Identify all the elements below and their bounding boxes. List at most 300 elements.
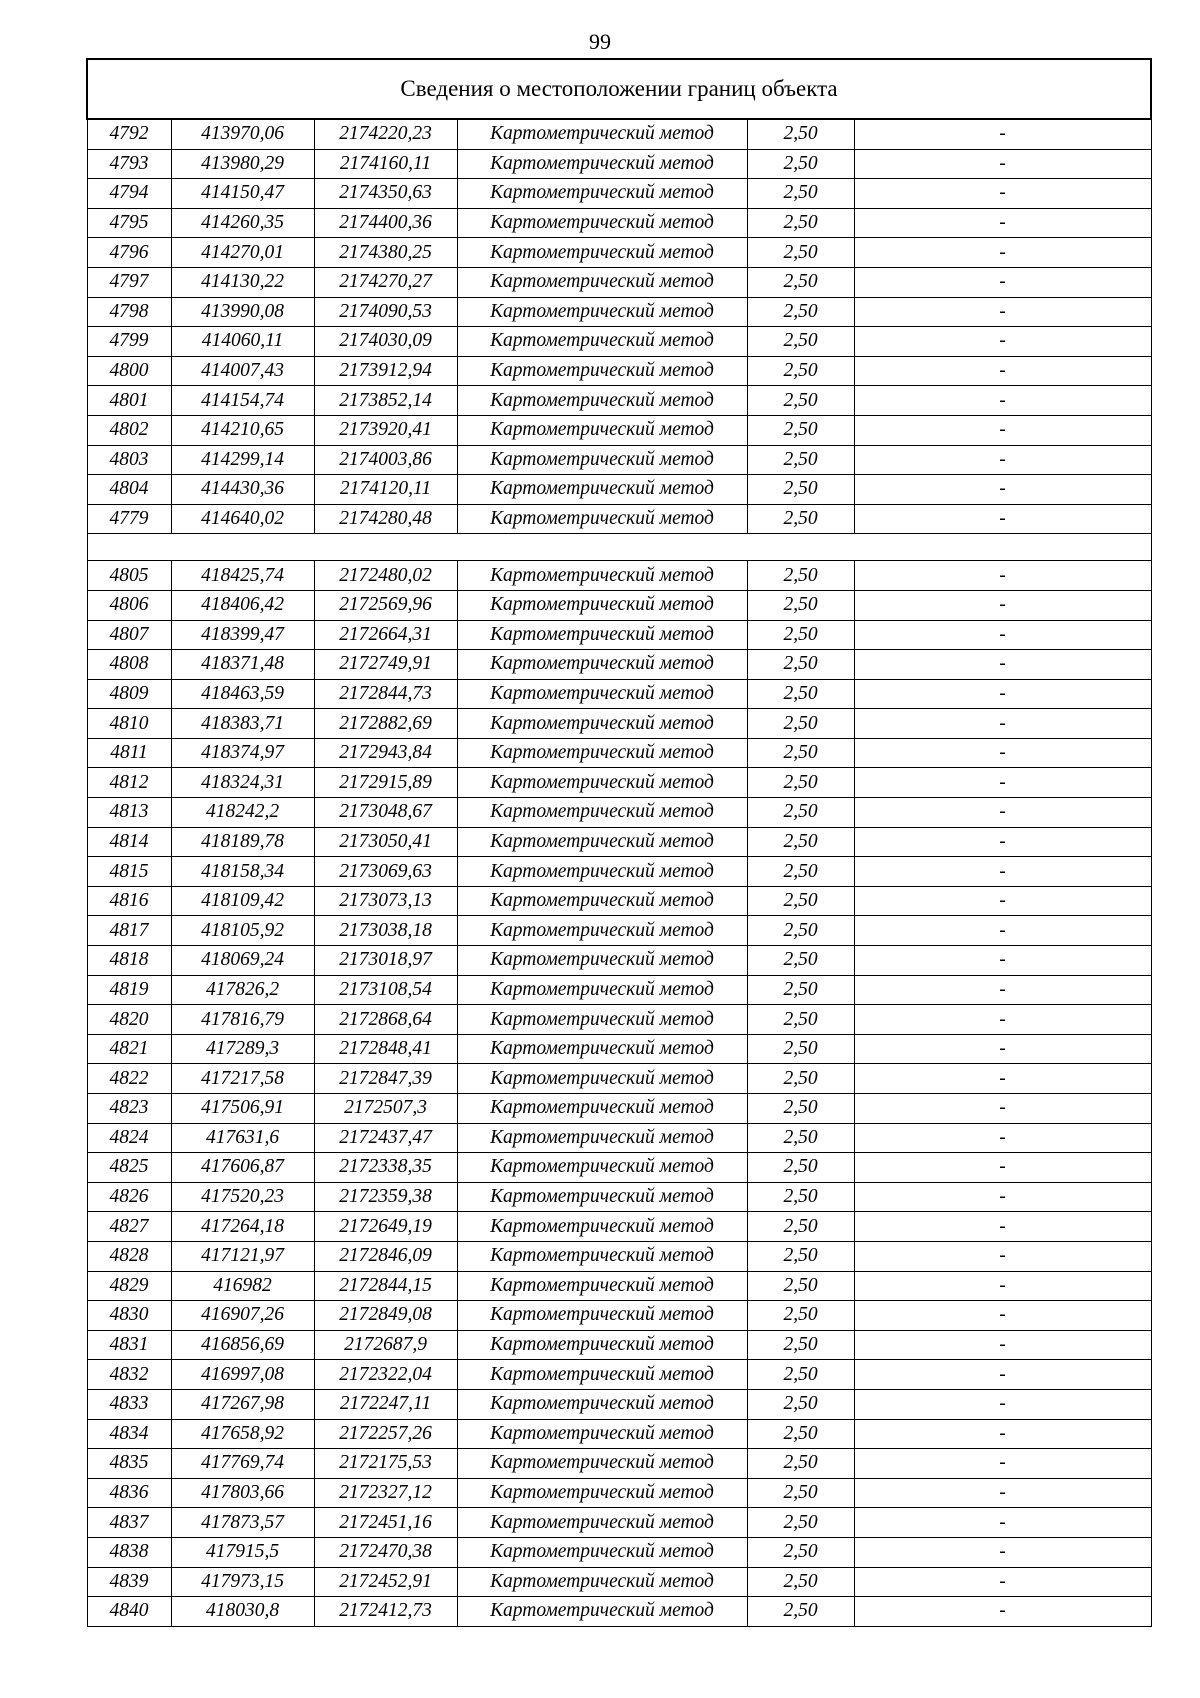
description-cell: - xyxy=(854,650,1151,680)
x-coordinate-cell: 417973,15 xyxy=(171,1567,314,1597)
description-cell: - xyxy=(854,1419,1151,1449)
accuracy-cell: 2,50 xyxy=(747,738,854,768)
y-coordinate-cell: 2172687,9 xyxy=(314,1330,457,1360)
description-cell: - xyxy=(854,149,1151,179)
table-row xyxy=(87,179,1151,209)
method-cell: Картометрический метод xyxy=(457,297,747,327)
y-coordinate-cell: 2172849,08 xyxy=(314,1301,457,1331)
accuracy-cell: 2,50 xyxy=(747,1508,854,1538)
table-row xyxy=(87,1330,1151,1360)
method-cell: Картометрический метод xyxy=(457,768,747,798)
y-coordinate-cell: 2172844,15 xyxy=(314,1271,457,1301)
x-coordinate-cell: 414154,74 xyxy=(171,386,314,416)
accuracy-cell: 2,50 xyxy=(747,620,854,650)
x-coordinate-cell: 418399,47 xyxy=(171,620,314,650)
method-cell: Картометрический метод xyxy=(457,886,747,916)
accuracy-cell: 2,50 xyxy=(747,827,854,857)
method-cell: Картометрический метод xyxy=(457,1094,747,1124)
point-number-cell: 4796 xyxy=(87,238,171,268)
table-row xyxy=(87,946,1151,976)
point-number-cell: 4794 xyxy=(87,179,171,209)
x-coordinate-cell: 417264,18 xyxy=(171,1212,314,1242)
table-row xyxy=(87,504,1151,534)
x-coordinate-cell: 417816,79 xyxy=(171,1005,314,1035)
point-number-cell: 4806 xyxy=(87,590,171,620)
y-coordinate-cell: 2172664,31 xyxy=(314,620,457,650)
x-coordinate-cell: 414210,65 xyxy=(171,415,314,445)
accuracy-cell: 2,50 xyxy=(747,916,854,946)
x-coordinate-cell: 413980,29 xyxy=(171,149,314,179)
x-coordinate-cell: 413990,08 xyxy=(171,297,314,327)
description-cell: - xyxy=(854,1212,1151,1242)
y-coordinate-cell: 2172452,91 xyxy=(314,1567,457,1597)
point-number-cell: 4779 xyxy=(87,504,171,534)
y-coordinate-cell: 2173048,67 xyxy=(314,798,457,828)
accuracy-cell: 2,50 xyxy=(747,1419,854,1449)
y-coordinate-cell: 2174030,09 xyxy=(314,327,457,357)
point-number-cell: 4820 xyxy=(87,1005,171,1035)
table-row xyxy=(87,1034,1151,1064)
method-cell: Картометрический метод xyxy=(457,1508,747,1538)
method-cell: Картометрический метод xyxy=(457,1153,747,1183)
x-coordinate-cell: 418406,42 xyxy=(171,590,314,620)
table-row xyxy=(87,1597,1151,1627)
table-row xyxy=(87,119,1151,149)
point-number-cell: 4839 xyxy=(87,1567,171,1597)
accuracy-cell: 2,50 xyxy=(747,1064,854,1094)
method-cell: Картометрический метод xyxy=(457,1123,747,1153)
method-cell: Картометрический метод xyxy=(457,179,747,209)
point-number-cell: 4817 xyxy=(87,916,171,946)
point-number-cell: 4829 xyxy=(87,1271,171,1301)
method-cell: Картометрический метод xyxy=(457,356,747,386)
point-number-cell: 4798 xyxy=(87,297,171,327)
x-coordinate-cell: 418242,2 xyxy=(171,798,314,828)
y-coordinate-cell: 2172882,69 xyxy=(314,709,457,739)
point-number-cell: 4802 xyxy=(87,415,171,445)
accuracy-cell: 2,50 xyxy=(747,149,854,179)
y-coordinate-cell: 2174120,11 xyxy=(314,475,457,505)
y-coordinate-cell: 2172848,41 xyxy=(314,1034,457,1064)
accuracy-cell: 2,50 xyxy=(747,1478,854,1508)
accuracy-cell: 2,50 xyxy=(747,1182,854,1212)
x-coordinate-cell: 417803,66 xyxy=(171,1478,314,1508)
description-cell: - xyxy=(854,916,1151,946)
point-number-cell: 4810 xyxy=(87,709,171,739)
table-row xyxy=(87,975,1151,1005)
y-coordinate-cell: 2173852,14 xyxy=(314,386,457,416)
table-row xyxy=(87,1567,1151,1597)
description-cell: - xyxy=(854,709,1151,739)
method-cell: Картометрический метод xyxy=(457,1478,747,1508)
table-row xyxy=(87,1123,1151,1153)
y-coordinate-cell: 2174350,63 xyxy=(314,179,457,209)
method-cell: Картометрический метод xyxy=(457,561,747,591)
accuracy-cell: 2,50 xyxy=(747,1094,854,1124)
x-coordinate-cell: 417631,6 xyxy=(171,1123,314,1153)
point-number-cell: 4811 xyxy=(87,738,171,768)
y-coordinate-cell: 2172338,35 xyxy=(314,1153,457,1183)
description-cell: - xyxy=(854,386,1151,416)
accuracy-cell: 2,50 xyxy=(747,679,854,709)
group-separator-row xyxy=(87,534,1151,561)
description-cell: - xyxy=(854,1449,1151,1479)
point-number-cell: 4827 xyxy=(87,1212,171,1242)
point-number-cell: 4835 xyxy=(87,1449,171,1479)
description-cell: - xyxy=(854,179,1151,209)
table-row xyxy=(87,415,1151,445)
x-coordinate-cell: 417915,5 xyxy=(171,1537,314,1567)
table-row xyxy=(87,827,1151,857)
description-cell: - xyxy=(854,679,1151,709)
y-coordinate-cell: 2174220,23 xyxy=(314,119,457,149)
point-number-cell: 4793 xyxy=(87,149,171,179)
method-cell: Картометрический метод xyxy=(457,1419,747,1449)
y-coordinate-cell: 2173018,97 xyxy=(314,946,457,976)
description-cell: - xyxy=(854,620,1151,650)
y-coordinate-cell: 2173038,18 xyxy=(314,916,457,946)
method-cell: Картометрический метод xyxy=(457,1271,747,1301)
description-cell: - xyxy=(854,768,1151,798)
table-row xyxy=(87,1449,1151,1479)
method-cell: Картометрический метод xyxy=(457,620,747,650)
group-separator-cell xyxy=(87,534,1151,561)
y-coordinate-cell: 2172451,16 xyxy=(314,1508,457,1538)
description-cell: - xyxy=(854,1271,1151,1301)
table-row xyxy=(87,798,1151,828)
x-coordinate-cell: 414130,22 xyxy=(171,267,314,297)
y-coordinate-cell: 2173073,13 xyxy=(314,886,457,916)
accuracy-cell: 2,50 xyxy=(747,1241,854,1271)
table-row xyxy=(87,208,1151,238)
y-coordinate-cell: 2172322,04 xyxy=(314,1360,457,1390)
method-cell: Картометрический метод xyxy=(457,1567,747,1597)
y-coordinate-cell: 2173069,63 xyxy=(314,857,457,887)
x-coordinate-cell: 413970,06 xyxy=(171,119,314,149)
accuracy-cell: 2,50 xyxy=(747,119,854,149)
method-cell: Картометрический метод xyxy=(457,149,747,179)
y-coordinate-cell: 2172437,47 xyxy=(314,1123,457,1153)
y-coordinate-cell: 2174160,11 xyxy=(314,149,457,179)
table-row xyxy=(87,1182,1151,1212)
table-row xyxy=(87,1419,1151,1449)
description-cell: - xyxy=(854,1508,1151,1538)
point-number-cell: 4805 xyxy=(87,561,171,591)
table-row xyxy=(87,1389,1151,1419)
y-coordinate-cell: 2172943,84 xyxy=(314,738,457,768)
accuracy-cell: 2,50 xyxy=(747,386,854,416)
accuracy-cell: 2,50 xyxy=(747,1330,854,1360)
y-coordinate-cell: 2173050,41 xyxy=(314,827,457,857)
method-cell: Картометрический метод xyxy=(457,1330,747,1360)
table-row xyxy=(87,886,1151,916)
method-cell: Картометрический метод xyxy=(457,1360,747,1390)
y-coordinate-cell: 2172569,96 xyxy=(314,590,457,620)
method-cell: Картометрический метод xyxy=(457,946,747,976)
method-cell: Картометрический метод xyxy=(457,445,747,475)
x-coordinate-cell: 418425,74 xyxy=(171,561,314,591)
y-coordinate-cell: 2172247,11 xyxy=(314,1389,457,1419)
accuracy-cell: 2,50 xyxy=(747,946,854,976)
y-coordinate-cell: 2172844,73 xyxy=(314,679,457,709)
method-cell: Картометрический метод xyxy=(457,975,747,1005)
description-cell: - xyxy=(854,1034,1151,1064)
y-coordinate-cell: 2172868,64 xyxy=(314,1005,457,1035)
x-coordinate-cell: 418374,97 xyxy=(171,738,314,768)
boundary-coordinates-table xyxy=(86,58,1152,1627)
accuracy-cell: 2,50 xyxy=(747,561,854,591)
x-coordinate-cell: 416907,26 xyxy=(171,1301,314,1331)
table-row xyxy=(87,679,1151,709)
y-coordinate-cell: 2172470,38 xyxy=(314,1537,457,1567)
y-coordinate-cell: 2174380,25 xyxy=(314,238,457,268)
accuracy-cell: 2,50 xyxy=(747,267,854,297)
description-cell: - xyxy=(854,738,1151,768)
method-cell: Картометрический метод xyxy=(457,1389,747,1419)
x-coordinate-cell: 418463,59 xyxy=(171,679,314,709)
x-coordinate-cell: 418069,24 xyxy=(171,946,314,976)
table-row xyxy=(87,590,1151,620)
description-cell: - xyxy=(854,1360,1151,1390)
accuracy-cell: 2,50 xyxy=(747,356,854,386)
point-number-cell: 4809 xyxy=(87,679,171,709)
description-cell: - xyxy=(854,356,1151,386)
accuracy-cell: 2,50 xyxy=(747,1034,854,1064)
y-coordinate-cell: 2172749,91 xyxy=(314,650,457,680)
method-cell: Картометрический метод xyxy=(457,590,747,620)
accuracy-cell: 2,50 xyxy=(747,590,854,620)
point-number-cell: 4803 xyxy=(87,445,171,475)
description-cell: - xyxy=(854,327,1151,357)
method-cell: Картометрический метод xyxy=(457,1064,747,1094)
table-title: Сведения о местоположении границ объекта xyxy=(87,59,1151,119)
y-coordinate-cell: 2172327,12 xyxy=(314,1478,457,1508)
y-coordinate-cell: 2174090,53 xyxy=(314,297,457,327)
method-cell: Картометрический метод xyxy=(457,738,747,768)
description-cell: - xyxy=(854,1301,1151,1331)
x-coordinate-cell: 418105,92 xyxy=(171,916,314,946)
point-number-cell: 4807 xyxy=(87,620,171,650)
point-number-cell: 4808 xyxy=(87,650,171,680)
point-number-cell: 4837 xyxy=(87,1508,171,1538)
method-cell: Картометрический метод xyxy=(457,827,747,857)
point-number-cell: 4797 xyxy=(87,267,171,297)
method-cell: Картометрический метод xyxy=(457,709,747,739)
accuracy-cell: 2,50 xyxy=(747,297,854,327)
x-coordinate-cell: 418189,78 xyxy=(171,827,314,857)
table-row xyxy=(87,620,1151,650)
method-cell: Картометрический метод xyxy=(457,238,747,268)
point-number-cell: 4814 xyxy=(87,827,171,857)
accuracy-cell: 2,50 xyxy=(747,475,854,505)
point-number-cell: 4804 xyxy=(87,475,171,505)
point-number-cell: 4816 xyxy=(87,886,171,916)
x-coordinate-cell: 414007,43 xyxy=(171,356,314,386)
x-coordinate-cell: 417289,3 xyxy=(171,1034,314,1064)
y-coordinate-cell: 2174400,36 xyxy=(314,208,457,238)
accuracy-cell: 2,50 xyxy=(747,208,854,238)
x-coordinate-cell: 417267,98 xyxy=(171,1389,314,1419)
accuracy-cell: 2,50 xyxy=(747,327,854,357)
point-number-cell: 4815 xyxy=(87,857,171,887)
y-coordinate-cell: 2172257,26 xyxy=(314,1419,457,1449)
description-cell: - xyxy=(854,1597,1151,1627)
point-number-cell: 4840 xyxy=(87,1597,171,1627)
point-number-cell: 4799 xyxy=(87,327,171,357)
description-cell: - xyxy=(854,827,1151,857)
description-cell: - xyxy=(854,415,1151,445)
description-cell: - xyxy=(854,1123,1151,1153)
method-cell: Картометрический метод xyxy=(457,208,747,238)
table-title-row xyxy=(87,59,1151,119)
y-coordinate-cell: 2173108,54 xyxy=(314,975,457,1005)
description-cell: - xyxy=(854,1241,1151,1271)
accuracy-cell: 2,50 xyxy=(747,1005,854,1035)
method-cell: Картометрический метод xyxy=(457,475,747,505)
x-coordinate-cell: 417217,58 xyxy=(171,1064,314,1094)
accuracy-cell: 2,50 xyxy=(747,886,854,916)
method-cell: Картометрический метод xyxy=(457,1597,747,1627)
x-coordinate-cell: 417606,87 xyxy=(171,1153,314,1183)
y-coordinate-cell: 2174003,86 xyxy=(314,445,457,475)
point-number-cell: 4836 xyxy=(87,1478,171,1508)
table-row xyxy=(87,1064,1151,1094)
description-cell: - xyxy=(854,1153,1151,1183)
y-coordinate-cell: 2172915,89 xyxy=(314,768,457,798)
point-number-cell: 4818 xyxy=(87,946,171,976)
description-cell: - xyxy=(854,1094,1151,1124)
method-cell: Картометрический метод xyxy=(457,1449,747,1479)
y-coordinate-cell: 2172359,38 xyxy=(314,1182,457,1212)
y-coordinate-cell: 2172847,39 xyxy=(314,1064,457,1094)
x-coordinate-cell: 418030,8 xyxy=(171,1597,314,1627)
table-row xyxy=(87,386,1151,416)
table-row xyxy=(87,768,1151,798)
x-coordinate-cell: 418109,42 xyxy=(171,886,314,916)
description-cell: - xyxy=(854,1182,1151,1212)
table-row xyxy=(87,327,1151,357)
accuracy-cell: 2,50 xyxy=(747,1567,854,1597)
accuracy-cell: 2,50 xyxy=(747,709,854,739)
method-cell: Картометрический метод xyxy=(457,1005,747,1035)
x-coordinate-cell: 416997,08 xyxy=(171,1360,314,1390)
description-cell: - xyxy=(854,857,1151,887)
point-number-cell: 4801 xyxy=(87,386,171,416)
point-number-cell: 4828 xyxy=(87,1241,171,1271)
point-number-cell: 4832 xyxy=(87,1360,171,1390)
description-cell: - xyxy=(854,119,1151,149)
table-row xyxy=(87,1537,1151,1567)
accuracy-cell: 2,50 xyxy=(747,415,854,445)
table-row xyxy=(87,1271,1151,1301)
accuracy-cell: 2,50 xyxy=(747,1271,854,1301)
method-cell: Картометрический метод xyxy=(457,119,747,149)
accuracy-cell: 2,50 xyxy=(747,1389,854,1419)
y-coordinate-cell: 2172507,3 xyxy=(314,1094,457,1124)
point-number-cell: 4824 xyxy=(87,1123,171,1153)
x-coordinate-cell: 417658,92 xyxy=(171,1419,314,1449)
description-cell: - xyxy=(854,886,1151,916)
description-cell: - xyxy=(854,590,1151,620)
method-cell: Картометрический метод xyxy=(457,650,747,680)
description-cell: - xyxy=(854,1537,1151,1567)
table-row xyxy=(87,857,1151,887)
description-cell: - xyxy=(854,297,1151,327)
x-coordinate-cell: 414430,36 xyxy=(171,475,314,505)
method-cell: Картометрический метод xyxy=(457,1241,747,1271)
method-cell: Картометрический метод xyxy=(457,1034,747,1064)
accuracy-cell: 2,50 xyxy=(747,179,854,209)
point-number-cell: 4833 xyxy=(87,1389,171,1419)
description-cell: - xyxy=(854,1330,1151,1360)
table-row xyxy=(87,1153,1151,1183)
table-row xyxy=(87,475,1151,505)
point-number-cell: 4825 xyxy=(87,1153,171,1183)
method-cell: Картометрический метод xyxy=(457,1182,747,1212)
table-row xyxy=(87,1241,1151,1271)
table-row xyxy=(87,297,1151,327)
method-cell: Картометрический метод xyxy=(457,857,747,887)
table-row xyxy=(87,1005,1151,1035)
x-coordinate-cell: 418371,48 xyxy=(171,650,314,680)
x-coordinate-cell: 414060,11 xyxy=(171,327,314,357)
x-coordinate-cell: 418383,71 xyxy=(171,709,314,739)
point-number-cell: 4812 xyxy=(87,768,171,798)
x-coordinate-cell: 417873,57 xyxy=(171,1508,314,1538)
table-row xyxy=(87,1360,1151,1390)
table-row xyxy=(87,1301,1151,1331)
description-cell: - xyxy=(854,208,1151,238)
description-cell: - xyxy=(854,1567,1151,1597)
table-row xyxy=(87,916,1151,946)
accuracy-cell: 2,50 xyxy=(747,504,854,534)
point-number-cell: 4834 xyxy=(87,1419,171,1449)
description-cell: - xyxy=(854,1064,1151,1094)
accuracy-cell: 2,50 xyxy=(747,1360,854,1390)
accuracy-cell: 2,50 xyxy=(747,1123,854,1153)
table-row xyxy=(87,267,1151,297)
accuracy-cell: 2,50 xyxy=(747,975,854,1005)
y-coordinate-cell: 2174280,48 xyxy=(314,504,457,534)
table-row xyxy=(87,445,1151,475)
method-cell: Картометрический метод xyxy=(457,1537,747,1567)
table-row xyxy=(87,149,1151,179)
method-cell: Картометрический метод xyxy=(457,504,747,534)
x-coordinate-cell: 414260,35 xyxy=(171,208,314,238)
method-cell: Картометрический метод xyxy=(457,327,747,357)
y-coordinate-cell: 2172175,53 xyxy=(314,1449,457,1479)
description-cell: - xyxy=(854,975,1151,1005)
method-cell: Картометрический метод xyxy=(457,386,747,416)
table-row xyxy=(87,238,1151,268)
point-number-cell: 4822 xyxy=(87,1064,171,1094)
point-number-cell: 4826 xyxy=(87,1182,171,1212)
x-coordinate-cell: 418324,31 xyxy=(171,768,314,798)
point-number-cell: 4800 xyxy=(87,356,171,386)
accuracy-cell: 2,50 xyxy=(747,768,854,798)
x-coordinate-cell: 416856,69 xyxy=(171,1330,314,1360)
accuracy-cell: 2,50 xyxy=(747,857,854,887)
accuracy-cell: 2,50 xyxy=(747,650,854,680)
table-row xyxy=(87,709,1151,739)
description-cell: - xyxy=(854,561,1151,591)
method-cell: Картометрический метод xyxy=(457,798,747,828)
accuracy-cell: 2,50 xyxy=(747,1301,854,1331)
description-cell: - xyxy=(854,798,1151,828)
y-coordinate-cell: 2172412,73 xyxy=(314,1597,457,1627)
y-coordinate-cell: 2172649,19 xyxy=(314,1212,457,1242)
table-body xyxy=(87,59,1151,1626)
